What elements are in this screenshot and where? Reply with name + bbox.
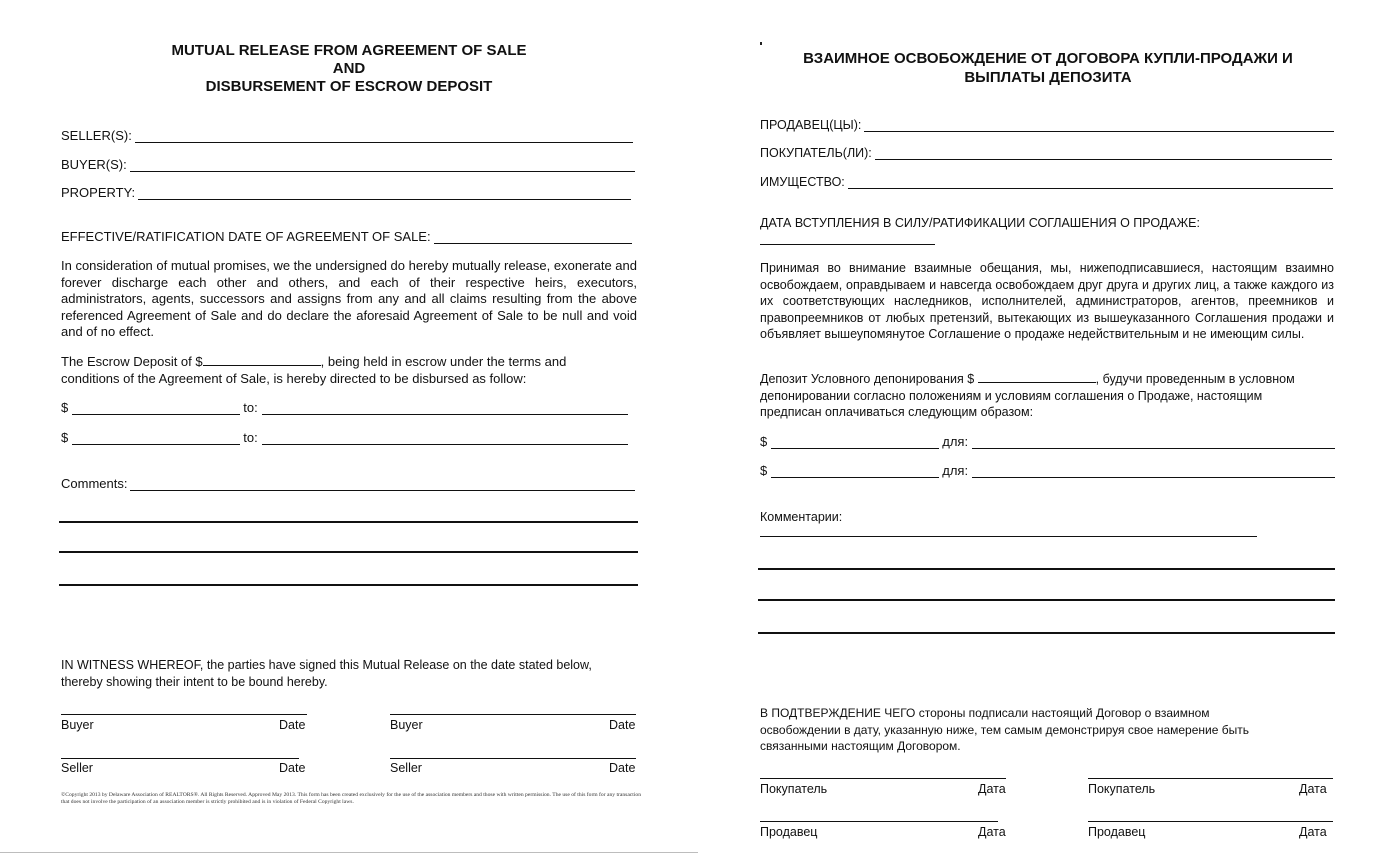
seller-label: ПРОДАВЕЦ(ЦЫ): [760,118,862,132]
to-label: для: [942,434,969,449]
amount-blank-2[interactable] [771,465,939,478]
to-label: to: [243,400,258,415]
buyer-blank[interactable] [875,147,1332,160]
title-line-3: DISBURSEMENT OF ESCROW DEPOSIT [205,78,493,95]
seller-signature-line-2[interactable] [390,758,636,759]
seller-signature-line-2[interactable] [1088,821,1333,822]
seller-blank[interactable] [864,119,1334,132]
amount-blank-1[interactable] [771,436,939,449]
recipient-blank-2[interactable] [262,432,628,445]
seller-signature-label-1: Seller [61,761,93,775]
effective-date-field[interactable] [61,228,632,244]
buyer-field[interactable] [760,144,1332,160]
page-bottom-divider [0,852,698,853]
seller-label: SELLER(S): [61,128,132,143]
comments-line-3[interactable] [59,584,638,586]
seller-signature-label-2: Продавец [1088,825,1146,839]
witness-line-1: В ПОДТВЕРЖДЕНИЕ ЧЕГО стороны подписали настоящий Договор о взаимном [760,706,1210,720]
date-label-3: Date [279,761,306,775]
property-label: ИМУЩЕСТВО: [760,175,845,189]
consideration-paragraph: In consideration of mutual promises, we the undersigned do hereby mutually release, exonerate and forever discharge each other and others, and each of their respective heirs, executors, administrators, agents, successors and assigns from any and all claims resulting from the above referenced Agreement of Sale and do declare the aforesaid Agreement of Sale to be null and void and of no effect. [61,258,637,339]
title-line-2: AND [332,60,366,77]
seller-signature-label-2: Seller [390,761,422,775]
title-line-1: ВЗАИМНОЕ ОСВОБОЖДЕНИЕ ОТ ДОГОВОРА КУПЛИ-ПРОДАЖИ И [803,50,1293,67]
date-label-2: Дата [1299,782,1327,796]
property-blank[interactable] [848,176,1333,189]
comments-line-3[interactable] [758,632,1335,634]
property-field[interactable] [61,184,631,200]
date-label-4: Date [609,761,636,775]
effective-date-blank[interactable] [434,231,632,244]
buyer-signature-label-2: Buyer [390,718,423,732]
date-label-3: Дата [978,825,1006,839]
dollar-sign: $ [61,400,69,415]
dollar-sign: $ [760,434,768,449]
property-blank[interactable] [138,187,631,200]
property-field[interactable] [760,173,1333,189]
buyer-label: BUYER(S): [61,157,127,172]
buyer-signature-line-1[interactable] [61,714,307,715]
escrow-paragraph [61,353,641,387]
effective-date-label: EFFECTIVE/RATIFICATION DATE OF AGREEMENT OF SALE: [61,229,431,244]
escrow-prefix: Депозит Условного депонирования $ [760,372,975,386]
escrow-suffix: , being held in escrow under the terms and [320,354,567,369]
comments-blank[interactable] [130,478,635,491]
effective-date-blank[interactable] [760,244,935,245]
property-label: PROPERTY: [61,185,136,200]
comments-field[interactable] [61,475,635,491]
comments-line-1[interactable] [758,568,1335,570]
dollar-sign: $ [61,430,69,445]
amount-blank-1[interactable] [72,402,240,415]
buyer-blank[interactable] [130,159,635,172]
buyer-signature-label-1: Покупатель [760,782,828,796]
buyer-signature-label-2: Покупатель [1088,782,1156,796]
escrow-line-2: депонировании согласно положениям и условиям соглашения о Продаже, настоящим [760,388,1263,403]
title-line-2: ВЫПЛАТЫ ДЕПОЗИТА [964,69,1132,86]
page-mark [760,42,762,45]
escrow-line-2: conditions of the Agreement of Sale, is hereby directed to be disbursed as follow: [61,370,527,386]
escrow-prefix: The Escrow Deposit of $ [61,354,203,369]
dollar-sign: $ [760,463,768,478]
escrow-line-3: предписан оплачиваться следующим образом: [760,405,1034,419]
seller-signature-line-1[interactable] [61,758,299,759]
title-line-1: MUTUAL RELEASE FROM AGREEMENT OF SALE [171,42,527,59]
seller-signature-line-1[interactable] [760,821,998,822]
comments-label: Comments: [61,476,128,491]
seller-signature-label-1: Продавец [760,825,818,839]
comments-blank[interactable] [760,536,1257,537]
buyer-signature-line-2[interactable] [1088,778,1333,779]
effective-date-label: ДАТА ВСТУПЛЕНИЯ В СИЛУ/РАТИФИКАЦИИ СОГЛАШЕНИЯ О ПРОДАЖЕ: [760,216,1200,230]
witness-line-3: связанными настоящим Договором. [760,739,961,753]
witness-paragraph [61,657,641,690]
date-label-2: Date [609,718,636,732]
escrow-amount-blank[interactable] [978,370,1096,383]
seller-field[interactable] [760,116,1334,132]
recipient-blank-1[interactable] [262,402,628,415]
disbursement-row-2[interactable] [760,462,1335,478]
seller-blank[interactable] [135,130,633,143]
disbursement-row-2[interactable] [61,429,628,445]
consideration-paragraph: Принимая во внимание взаимные обещания, мы, нижеподписавшиеся, настоящим взаимно освобождаем, оправдываем и навсегда освобождаем друг друга и других лиц, а также каждого из их соответствующих наследников, исполнителей, администраторов, агентов, преемников и правопреемников от любых претензий, вытекающих из вышеуказанного Соглашения продажи и объявляет вышеупомянутое Соглашение о продаже недействительным и не имеющим силы. [760,261,1334,341]
buyer-field[interactable] [61,156,635,172]
russian-form-page [698,0,1395,856]
witness-line-2: thereby showing their intent to be bound hereby. [61,674,328,689]
comments-line-2[interactable] [758,599,1335,601]
to-label: to: [243,430,258,445]
comments-label: Комментарии: [760,510,843,524]
comments-line-1[interactable] [59,521,638,523]
date-label-4: Дата [1299,825,1327,839]
amount-blank-2[interactable] [72,432,240,445]
escrow-suffix: , будучи проведенным в условном [1095,372,1295,386]
comments-line-2[interactable] [59,551,638,553]
buyer-label: ПОКУПАТЕЛЬ(ЛИ): [760,146,872,160]
escrow-paragraph [760,370,1340,421]
escrow-amount-blank[interactable] [203,353,321,366]
buyer-signature-label-1: Buyer [61,718,94,732]
witness-line-2: освобождении в дату, указанную ниже, тем самым демонстрируя свое намерение быть [760,722,1249,737]
disbursement-row-1[interactable] [760,433,1335,449]
witness-paragraph [760,705,1340,755]
seller-field[interactable] [61,127,633,143]
witness-line-1: IN WITNESS WHEREOF, the parties have signed this Mutual Release on the date stated below, [61,658,592,672]
recipient-blank-2[interactable] [972,465,1335,478]
buyer-signature-line-2[interactable] [390,714,636,715]
date-label-1: Дата [978,782,1006,796]
english-title [60,42,638,96]
date-label-1: Date [279,718,306,732]
to-label: для: [942,463,969,478]
buyer-signature-line-1[interactable] [760,778,1006,779]
russian-title [760,49,1336,87]
copyright-notice: ©Copyright 2013 by Delaware Association of REALTORS®. All Rights Reserved. Approved May 2013. This form has been created exclusively for the use of the association members and those with written permission. The use of this form for any transaction that does not involve the participation of an association member is strictly prohibited and is in violation of Federal Copyright laws. [61,792,641,805]
disbursement-row-1[interactable] [61,399,628,415]
recipient-blank-1[interactable] [972,436,1335,449]
